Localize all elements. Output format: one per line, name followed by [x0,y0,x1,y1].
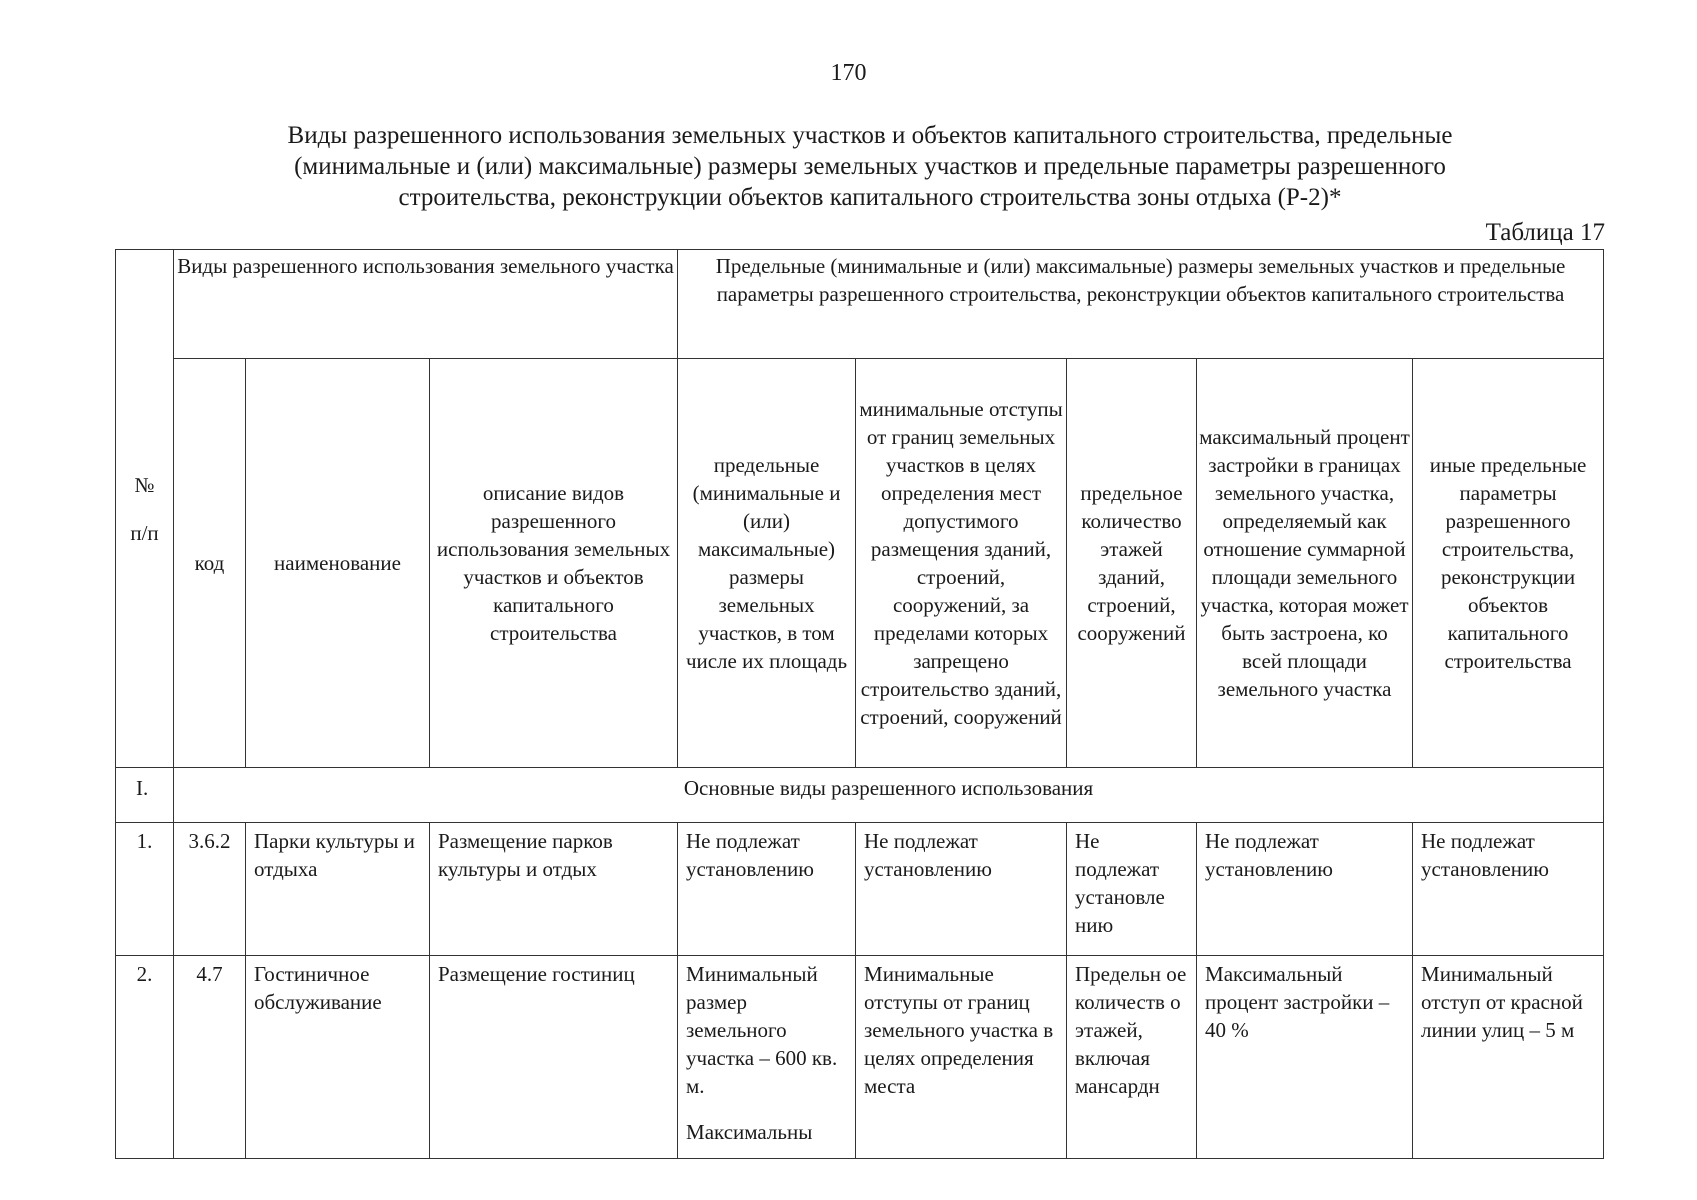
header-params-group: Предельные (минимальные и (или) максимальные) размеры земельных участков и предельные параметры разрешенного строительства, реконструкции объектов капитального строительства [678,250,1604,359]
row-sizes-max: Максимальны [686,1120,813,1144]
row-number: 1. [116,823,174,956]
header-number-sign: № [134,472,155,497]
section-number: I. [116,768,174,823]
title-line-2: (минимальные и (или) максимальные) размеры земельных участков и предельные параметры разрешенного [294,153,1446,180]
row-floors: Предельн ое количеств о этажей, включая мансардн [1067,956,1197,1159]
row-code: 3.6.2 [174,823,246,956]
row-description: Размещение гостиниц [430,956,678,1159]
document-title [180,120,1560,213]
paragraph-gap [686,1100,847,1118]
title-line-1: Виды разрешенного использования земельных участков и объектов капитального строительства, предельные [287,122,1453,149]
header-number-pp: п/п [130,520,159,545]
header-code: код [174,359,246,768]
row-code: 4.7 [174,956,246,1159]
header-group-row [116,250,1604,359]
header-description: описание видов разрешенного использования земельных участков и объектов капитального строительства [430,359,678,768]
table-row [116,823,1604,956]
section-title: Основные виды разрешенного использования [174,768,1604,823]
row-number: 2. [116,956,174,1159]
header-uses-group: Виды разрешенного использования земельного участка [174,250,678,359]
table-row [116,956,1604,1159]
header-number-cell [116,250,174,768]
row-setbacks: Минимальные отступы от границ земельного участка в целях определения места [856,956,1067,1159]
row-sizes-min: Минимальный размер земельного участка – 600 кв. м. [686,962,838,1098]
row-setbacks: Не подлежат установлению [856,823,1067,956]
row-other: Минимальный отступ от красной линии улиц – 5 м [1413,956,1604,1159]
header-setbacks: минимальные отступы от границ земельных участков в целях определения мест допустимого размещения зданий, строений, сооружений, за пределами которых запрещено строительство зданий, строений, сооружений [856,359,1067,768]
zoning-table [115,249,1604,1159]
header-sub-row [116,359,1604,768]
table-caption: Таблица 17 [1485,219,1605,246]
header-sizes: предельные (минимальные и (или) максимальные) размеры земельных участков, в том числе их площадь [678,359,856,768]
header-coverage: максимальный процент застройки в границах земельного участка, определяемый как отношение суммарной площади земельного участка, которая может быть застроена, ко всей площади земельного участка [1197,359,1413,768]
row-name: Гостиничное обслуживание [246,956,430,1159]
row-floors: Не подлежат установле нию [1067,823,1197,956]
page-number: 170 [830,60,867,86]
header-name: наименование [246,359,430,768]
row-description: Размещение парков культуры и отдых [430,823,678,956]
title-line-3: строительства, реконструкции объектов капитального строительства зоны отдыха (Р-2)* [398,184,1342,211]
row-other: Не подлежат установлению [1413,823,1604,956]
row-sizes: Не подлежат установлению [678,823,856,956]
header-floors: предельное количество этажей зданий, строений, сооружений [1067,359,1197,768]
row-name: Парки культуры и отдыха [246,823,430,956]
row-sizes [678,956,856,1159]
row-coverage: Максимальный процент застройки – 40 % [1197,956,1413,1159]
row-coverage: Не подлежат установлению [1197,823,1413,956]
header-other: иные предельные параметры разрешенного строительства, реконструкции объектов капитального строительства [1413,359,1604,768]
section-row [116,768,1604,823]
